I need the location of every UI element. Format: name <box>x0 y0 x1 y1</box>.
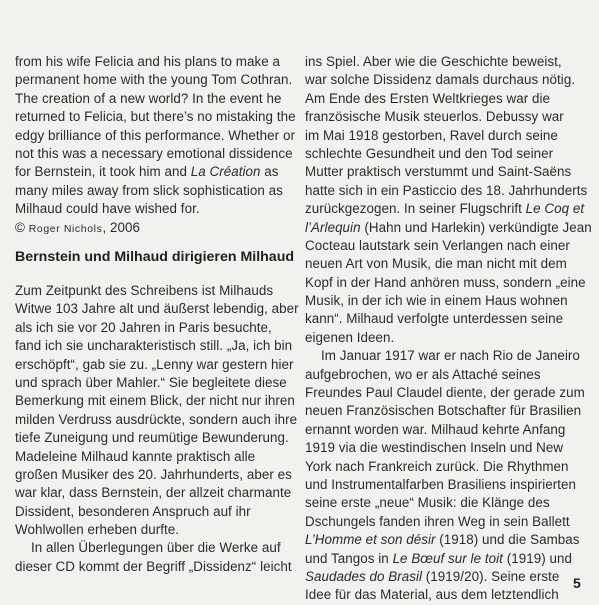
text-line: Milhaud could have wished for. <box>15 201 200 217</box>
text-line: seine erste „neue“ Musik: die Klänge des <box>305 495 550 511</box>
text-line: many miles away from slick sophistication as <box>15 182 283 198</box>
text-line <box>305 531 580 549</box>
author-credit <box>15 219 283 237</box>
text-line: Idee für das Material, aus dem letztendlich <box>305 587 559 603</box>
right-column <box>305 53 592 605</box>
text-fragment: und Tangos in <box>305 550 393 566</box>
text-line: schlechte Gesundheit und den Tod seiner <box>305 145 554 161</box>
text-line: Dschungels fanden ihren Weg in sein Ballett <box>305 513 570 529</box>
left-column-top <box>15 53 296 237</box>
text-line: permanent home with the young Tom Cothran. <box>15 72 293 88</box>
text-line: Im Januar 1917 war er nach Rio de Janeiro <box>321 348 580 364</box>
author-name: Roger Nichols <box>28 222 103 235</box>
text-line: from his wife Felicia and his plans to make a <box>15 54 280 69</box>
text-line: großen Musiker des 20. Jahrhunderts, aber es <box>15 466 292 482</box>
text-line: Bemerkung mit einem Blick, der nicht nur ihren <box>15 393 295 409</box>
copyright-symbol: © <box>15 219 25 235</box>
text-fragment: zurückgezogen. In seiner Flugschrift <box>305 201 526 217</box>
text-line: fand ich sie uncharakteristisch still. „Ja, ich bin <box>15 338 293 354</box>
section-heading: Bernstein und Milhaud dirigieren Milhaud <box>15 249 295 265</box>
text-fragment: (1919) und <box>502 550 572 566</box>
text-line: und Instrumentalfarben Brasiliens inspirierten <box>305 476 576 492</box>
text-line: Witwe 103 Jahre alt und äußerst lebendig, aber <box>15 301 299 317</box>
text-line: französische Musik steuerlos. Debussy war <box>305 109 564 125</box>
text-line: neuen Französischen Botschafter für Brasilien <box>305 403 582 419</box>
text-line: dieser CD kommt der Begriff „Dissidenz“ leicht <box>15 558 292 574</box>
work-title: Le Coq et <box>525 201 585 217</box>
work-title: La Création <box>190 164 261 180</box>
text-line: kann“. Milhaud verfolgte unterdessen seine <box>305 311 564 327</box>
text-line: Kopf in der Hand anhören muss, sondern „eine <box>305 274 586 290</box>
text-line: In allen Überlegungen über die Werke auf <box>31 540 281 556</box>
work-title: L’Homme et son désir <box>305 532 436 548</box>
text-line: im Mai 1918 gestorben, Ravel durch seine <box>305 127 558 143</box>
text-line: York nach Frankreich zurück. Die Rhythmen <box>305 458 569 474</box>
text-line <box>15 163 283 181</box>
text-fragment: (Hahn und Harlekin) verkündigte Jean <box>360 219 592 235</box>
work-title: l’Arlequin <box>305 219 361 235</box>
text-line <box>305 200 585 218</box>
text-line: not this was a necessary emotional dissidence <box>15 145 293 161</box>
credit-year: , 2006 <box>102 219 140 235</box>
text-line: Dissident, besonderen Anspruch auf ihr <box>15 503 251 519</box>
text-line: als ich sie vor 20 Jahren in Paris besuchte, <box>15 319 272 335</box>
left-column-bottom <box>15 282 299 576</box>
text-line: war solche Dissidenz damals durchaus nötig. <box>305 72 576 88</box>
text-line <box>305 568 577 586</box>
text-line: Mutter praktisch verstummt und Saint-Saëns <box>305 164 572 180</box>
text-line: tiefe Zuneigung und reumütige Bewunderung. <box>15 430 289 446</box>
text-line: und sprach über Mahler.“ Sie begleitete diese <box>15 374 287 390</box>
text-line: Madeleine Milhaud kannte praktisch alle <box>15 448 256 464</box>
text-line: eigenen Ideen. <box>305 329 395 345</box>
text-line: neuen Art von Musik, die man nicht mit dem <box>305 256 567 272</box>
text-line: Wohlwollen erheben durfte. <box>15 522 180 538</box>
text-line: edgy brilliance of this performance. Whether or <box>15 127 295 143</box>
text-line: hatte sich in ein Pasticcio des 18. Jahrhunderts <box>305 182 588 198</box>
text-line: The creation of a new world? In the event he <box>15 90 282 106</box>
text-line: Am Ende des Ersten Weltkrieges war die <box>305 90 551 106</box>
text-line: aufgebrochen, wo er als Attaché seines <box>305 366 541 382</box>
text-line <box>305 550 577 568</box>
text-line: milden Verdruss ausdrückte, sondern auch ihre <box>15 411 298 427</box>
text-line: Cocteau lautstark sein Verlangen nach einer <box>305 237 570 253</box>
text-line: war klar, dass Bernstein, der allzeit charmante <box>15 485 292 501</box>
text-fragment: for Bernstein, it took him and <box>15 164 191 180</box>
text-line: Freundes Paul Claudel diente, der gerade zum <box>305 385 585 401</box>
text-line <box>305 219 592 237</box>
page-number: 5 <box>573 575 581 591</box>
work-title: Le Bœuf sur le toit <box>392 550 503 566</box>
text-line: Zum Zeitpunkt des Schreibens ist Milhauds <box>15 283 274 298</box>
text-fragment: (1919/20). Seine erste <box>422 568 560 584</box>
text-line: 1919 via die westindischen Inseln und New <box>305 440 564 456</box>
text-line: ins Spiel. Aber wie die Geschichte beweist, <box>305 54 562 69</box>
text-fragment: as <box>260 164 279 180</box>
text-line: returned to Felicia, but there’s no mistaking the <box>15 109 296 125</box>
text-fragment: (1918) und die Sambas <box>435 532 580 548</box>
text-line: ernannt worden war. Milhaud kehrte Anfang <box>305 421 566 437</box>
text-line: Musik, in der ich wie in einem Haus wohnen <box>305 293 568 309</box>
work-title: Saudades do Brasil <box>305 568 423 584</box>
text-line: erschöpft“, gab sie zu. „Lenny war gestern hier <box>15 356 294 372</box>
